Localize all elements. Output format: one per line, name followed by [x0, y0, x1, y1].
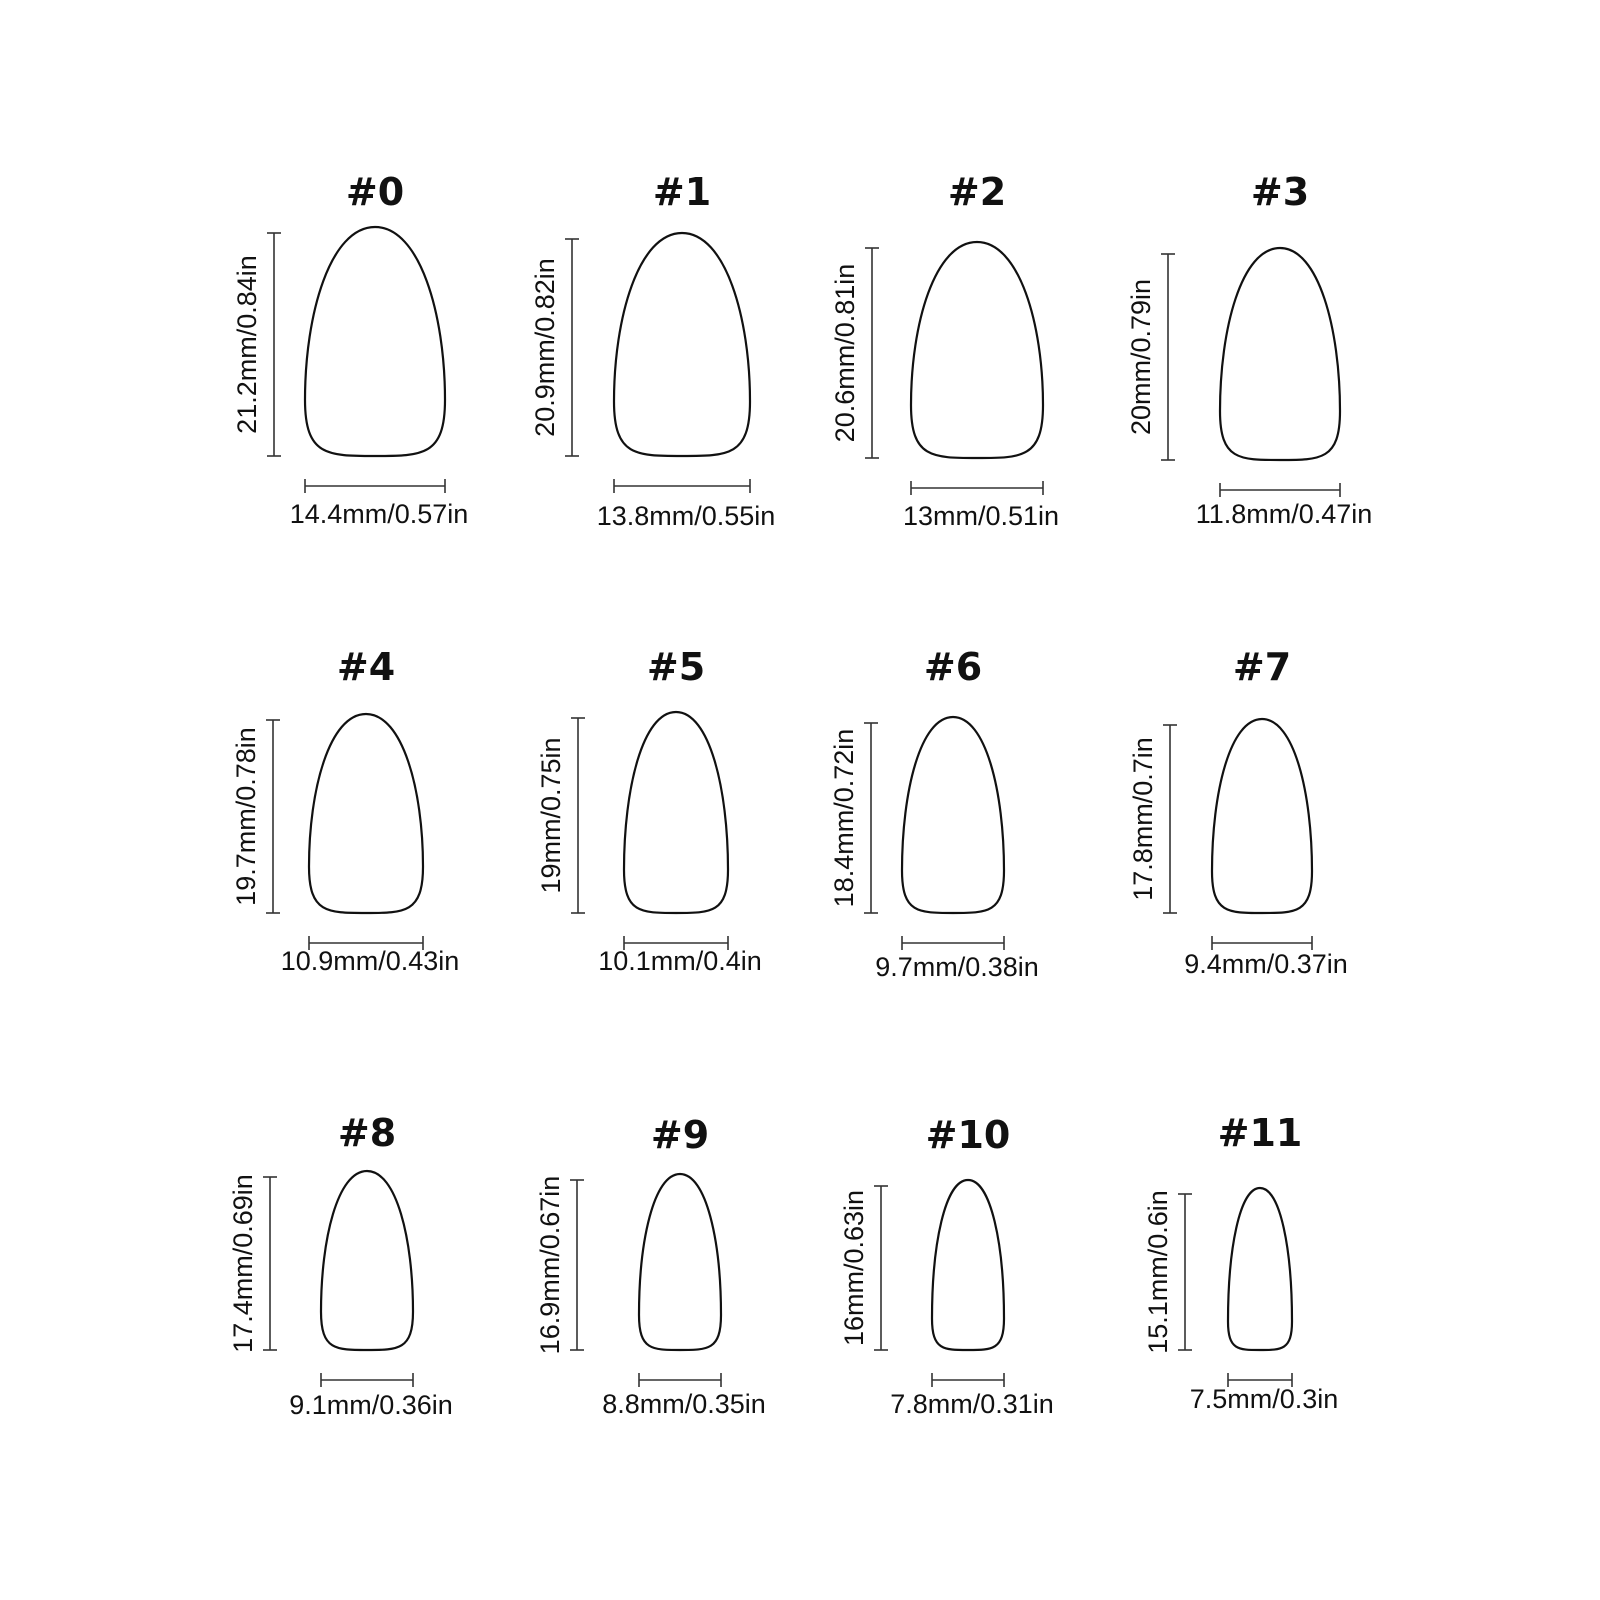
nail-size-label: #4: [336, 645, 396, 689]
nail-length-text: 15.1mm/0.6in: [1143, 1190, 1173, 1354]
nail-item: [830, 170, 1059, 531]
width-dimension-line: [902, 936, 1004, 950]
nail-item: [535, 1113, 766, 1419]
nail-length-text: 20.9mm/0.82in: [530, 258, 560, 437]
nail-item: [829, 645, 1039, 982]
nail-width-text: 13mm/0.51in: [902, 501, 1060, 531]
nail-width-text: 13.8mm/0.55in: [596, 501, 776, 531]
nail-shape: [911, 242, 1043, 458]
nail-size-label: #3: [1250, 170, 1310, 214]
nail-size-label: #2: [947, 170, 1007, 214]
nail-shape: [639, 1174, 721, 1350]
nail-width-text: 9.4mm/0.37in: [1184, 949, 1348, 979]
width-dimension-line: [911, 481, 1043, 495]
nail-length-text: 19.7mm/0.78in: [231, 727, 261, 906]
length-dimension-line: [864, 723, 878, 913]
nail-length-text: 20mm/0.79in: [1126, 278, 1156, 436]
nail-item: [232, 170, 468, 529]
nail-width-text: 10.1mm/0.4in: [598, 946, 762, 976]
nail-size-label: #1: [652, 170, 712, 214]
width-dimension-line: [321, 1373, 413, 1387]
nail-width-text: 14.4mm/0.57in: [289, 499, 469, 529]
nail-item: [231, 645, 459, 976]
width-dimension-line: [305, 479, 445, 493]
width-dimension-line: [1220, 483, 1340, 497]
nail-item: [536, 645, 762, 976]
nail-item: [839, 1113, 1054, 1419]
length-dimension-line: [1178, 1194, 1192, 1350]
nail-shape: [932, 1180, 1004, 1350]
nail-size-label: #5: [646, 645, 706, 689]
nail-size-label: #6: [923, 645, 983, 689]
nail-size-label: #7: [1232, 645, 1292, 689]
nail-size-label: #10: [925, 1113, 1011, 1157]
length-dimension-line: [571, 718, 585, 913]
nail-shape: [309, 714, 423, 913]
nail-width-text: 7.5mm/0.3in: [1189, 1384, 1339, 1414]
nail-length-text: 16.9mm/0.67in: [535, 1175, 565, 1355]
width-dimension-line: [614, 479, 750, 493]
nail-item: [1128, 645, 1348, 979]
nail-length-text: 17.8mm/0.7in: [1128, 737, 1158, 901]
nail-width-text: 9.1mm/0.36in: [289, 1390, 453, 1420]
nail-shape: [1220, 248, 1340, 460]
length-dimension-line: [1161, 254, 1175, 460]
length-dimension-line: [565, 239, 579, 456]
nail-shape: [902, 717, 1004, 913]
nail-size-label: #8: [337, 1111, 397, 1155]
nail-width-text: 8.8mm/0.35in: [602, 1389, 766, 1419]
nail-shape: [1212, 719, 1312, 913]
nail-width-text: 9.7mm/0.38in: [875, 952, 1039, 982]
length-dimension-line: [266, 720, 280, 913]
length-dimension-line: [263, 1177, 277, 1350]
nail-length-text: 19mm/0.75in: [536, 737, 566, 894]
length-dimension-line: [570, 1180, 584, 1350]
nail-item: [228, 1111, 453, 1420]
nail-length-text: 17.4mm/0.69in: [228, 1174, 258, 1353]
width-dimension-line: [1212, 936, 1312, 950]
length-dimension-line: [874, 1186, 888, 1350]
nail-width-text: 11.8mm/0.47in: [1195, 499, 1373, 529]
nail-shape: [321, 1171, 413, 1350]
nail-item: [1126, 170, 1372, 529]
nail-width-text: 10.9mm/0.43in: [280, 946, 460, 976]
nail-size-label: #11: [1217, 1111, 1303, 1155]
nail-length-text: 20.6mm/0.81in: [830, 263, 860, 443]
nail-item: [530, 170, 775, 531]
length-dimension-line: [267, 233, 281, 456]
nail-length-text: 16mm/0.63in: [839, 1189, 869, 1347]
width-dimension-line: [932, 1373, 1004, 1387]
nail-shape: [1228, 1188, 1292, 1350]
nail-length-text: 18.4mm/0.72in: [829, 728, 859, 908]
nail-shape: [305, 227, 445, 456]
nail-length-text: 21.2mm/0.84in: [232, 255, 262, 434]
nail-width-text: 7.8mm/0.31in: [890, 1389, 1054, 1419]
length-dimension-line: [1163, 725, 1177, 913]
nail-size-label: #0: [345, 170, 405, 214]
nails-grid: [228, 170, 1372, 1420]
nail-shape: [614, 233, 750, 456]
nail-shape: [624, 712, 728, 913]
width-dimension-line: [639, 1373, 721, 1387]
nail-size-label: #9: [650, 1113, 710, 1157]
nail-item: [1143, 1111, 1338, 1414]
length-dimension-line: [865, 248, 879, 458]
